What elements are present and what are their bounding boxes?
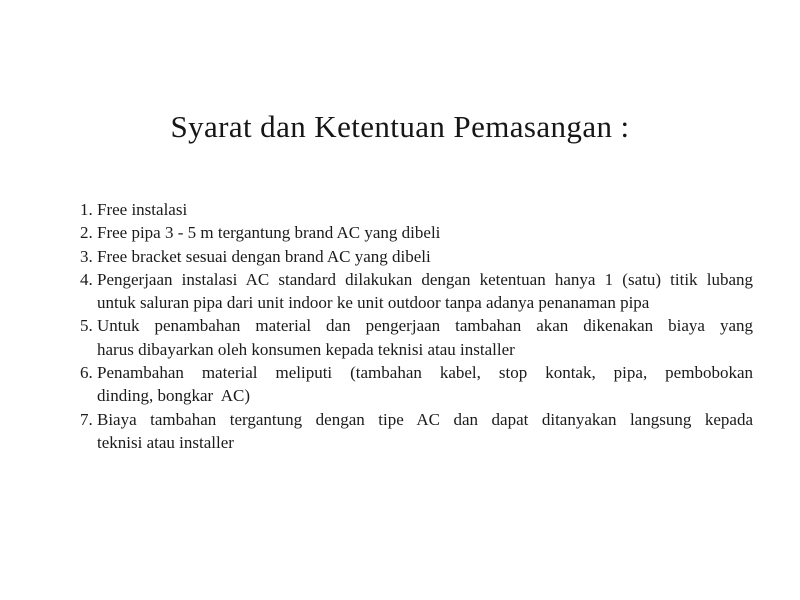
item-number: 5. (80, 316, 93, 336)
item-line: untuk saluran pipa dari unit indoor ke unit outdoor tanpa adanya penanaman pipa (97, 293, 650, 313)
list-item (80, 245, 753, 268)
item-line: Free instalasi (97, 200, 188, 219)
item-number: 3. (80, 246, 93, 266)
item-line: Free bracket sesuai dengan brand AC yang dibeli (97, 246, 431, 266)
list-item (80, 408, 753, 455)
list-item (80, 198, 753, 221)
item-number: 4. (80, 269, 93, 289)
item-number: 6. (80, 363, 93, 383)
item-line: harus dibayarkan oleh konsumen kepada teknisi atau installer (97, 339, 515, 359)
item-line: teknisi atau installer (97, 432, 234, 452)
list-item (80, 314, 753, 361)
item-line: dinding, bongkar AC) (97, 386, 250, 406)
item-number: 7. (80, 409, 93, 429)
page-title: Syarat dan Ketentuan Pemasangan : (170, 109, 630, 144)
list-item (80, 268, 753, 315)
list-item (80, 221, 753, 244)
item-line: Pengerjaan instalasi AC standard dilakukan dengan ketentuan hanya 1 (satu) titik lubang (97, 269, 753, 289)
item-line: Untuk penambahan material dan pengerjaan tambahan akan dikenakan biaya yang (97, 316, 753, 336)
item-number: 2. (80, 223, 93, 243)
terms-list (80, 198, 753, 454)
item-line: Free pipa 3 - 5 m tergantung brand AC yang dibeli (97, 223, 441, 243)
item-number: 1. (80, 200, 93, 219)
list-item (80, 361, 753, 408)
item-line: Penambahan material meliputi (tambahan kabel, stop kontak, pipa, pembobokan (97, 363, 753, 383)
item-line: Biaya tambahan tergantung dengan tipe AC dan dapat ditanyakan langsung kepada (97, 409, 753, 429)
